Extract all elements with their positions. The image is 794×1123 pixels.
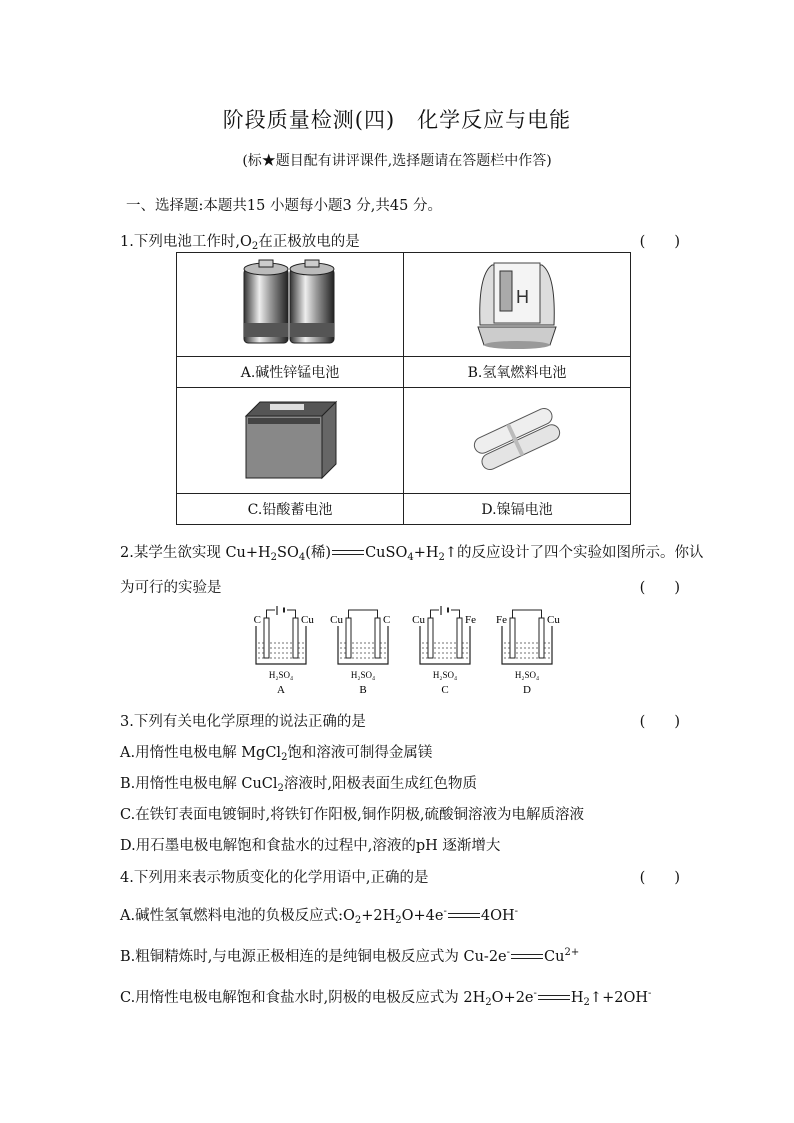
setup-c	[412, 606, 476, 696]
question-1-stem: 1.下列电池工作时$,O_2$在正极放电的是 ( )	[120, 230, 680, 252]
question-2-stem-cont: 为可行的实验是 ( )	[120, 576, 680, 597]
alkaline-battery-icon	[240, 257, 340, 349]
battery-image-c	[177, 388, 404, 494]
question-3-option-a: A.用惰性电极电解 MgCl$_2$饱和溶液可制得金属镁	[120, 745, 433, 763]
right-electrode	[539, 618, 544, 658]
option-d-label: D.镍镉电池	[404, 494, 631, 525]
answer-bracket: ( )	[639, 714, 680, 730]
battery-image-d	[404, 388, 631, 494]
option-a-label: A.碱性锌锰电池	[177, 357, 404, 388]
right-electrode-label: Cu	[547, 614, 560, 626]
question-4-stem: 4.下列用来表示物质变化的化学用语中,正确的是 ( )	[120, 866, 680, 887]
right-electrode	[375, 618, 380, 658]
electrolysis-setups-figure	[244, 606, 564, 698]
battery-options-table	[176, 252, 631, 525]
equals-sign	[538, 992, 570, 1004]
question-3-stem: 3.下列有关电化学原理的说法正确的是 ( )	[120, 710, 680, 731]
left-electrode-label: C	[253, 614, 261, 626]
option-b-label: B.氢氧燃料电池	[404, 357, 631, 388]
svg-text:H: H	[516, 286, 529, 307]
battery-image-a	[177, 253, 404, 357]
setup-letter: C	[441, 684, 449, 696]
page-subtitle: (标★题目配有讲评课件,选择题请在答题栏中作答)	[242, 153, 552, 169]
question-3-option-c: C.在铁钉表面电镀铜时,将铁钉作阳极,铜作阴极,硫酸铜溶液为电解质溶液	[120, 807, 585, 823]
question-4-option-a: A.碱性氢氧燃料电池的负极反应式$:O_2+2H_2O+4e^-$ 4OH-	[120, 906, 519, 926]
right-electrode	[457, 618, 462, 658]
answer-bracket: ( )	[639, 870, 680, 886]
wire	[513, 610, 542, 618]
right-electrode-label: Fe	[465, 614, 476, 626]
setup-d	[496, 610, 560, 696]
nicd-battery-icon	[467, 404, 567, 474]
left-electrode	[346, 618, 351, 658]
equals-sign	[332, 547, 364, 559]
electrolyte-label: H₂SO₄	[350, 670, 376, 680]
answer-bracket: ( )	[639, 580, 680, 596]
setup-letter: A	[277, 684, 285, 696]
setup-letter: D	[523, 684, 531, 696]
right-electrode	[293, 618, 298, 658]
left-electrode-label: Fe	[496, 614, 507, 626]
setup-a	[254, 606, 315, 696]
setup-b	[330, 610, 390, 696]
equals-sign	[511, 951, 543, 963]
page-title: 阶段质量检测(四) 化学反应与电能	[222, 108, 572, 132]
electrolyte-label: H₂SO₄	[432, 670, 458, 680]
question-4-option-b: B.粗铜精炼时,与电源正极相连的是纯铜电极反应式为 Cu-2e- $Cu^{2+}$	[120, 947, 580, 965]
left-electrode	[510, 618, 515, 658]
lead-acid-battery-icon	[240, 394, 340, 484]
answer-bracket: ( )	[639, 234, 680, 250]
wire	[349, 610, 378, 618]
question-2-stem: 2.某学生欲实现 $Cu+H_2SO_4$(稀) $CuSO_4+H_2↑$的反应设计了四个实验如图所示。你认	[120, 545, 704, 563]
right-electrode-label: Cu	[301, 614, 314, 626]
left-electrode-label: Cu	[412, 614, 425, 626]
fuel-cell-icon	[472, 255, 562, 351]
right-electrode-label: C	[383, 614, 391, 626]
left-electrode	[428, 618, 433, 658]
question-3-option-d: D.用石墨电极电解饱和食盐水的过程中,溶液的pH 逐渐增大	[120, 838, 501, 854]
setup-letter: B	[359, 684, 367, 696]
battery-image-b	[404, 253, 631, 357]
equals-sign	[448, 910, 480, 922]
left-electrode-label: Cu	[330, 614, 343, 626]
electrolyte-label: H₂SO₄	[514, 670, 540, 680]
left-electrode	[264, 618, 269, 658]
electrolyte-label: H₂SO₄	[268, 670, 294, 680]
option-c-label: C.铅酸蓄电池	[177, 494, 404, 525]
section-heading: 一、选择题:本题共15 小题每小题3 分,共45 分。	[126, 198, 442, 214]
question-4-option-c: C.用惰性电极电解饱和食盐水时,阴极的电极反应式为 $2H_2O+2e^-$ $H_2↑+2OH^-$	[120, 988, 652, 1008]
question-3-option-b: B.用惰性电极电解 CuCl$_2$溶液时,阳极表面生成红色物质	[120, 776, 478, 794]
